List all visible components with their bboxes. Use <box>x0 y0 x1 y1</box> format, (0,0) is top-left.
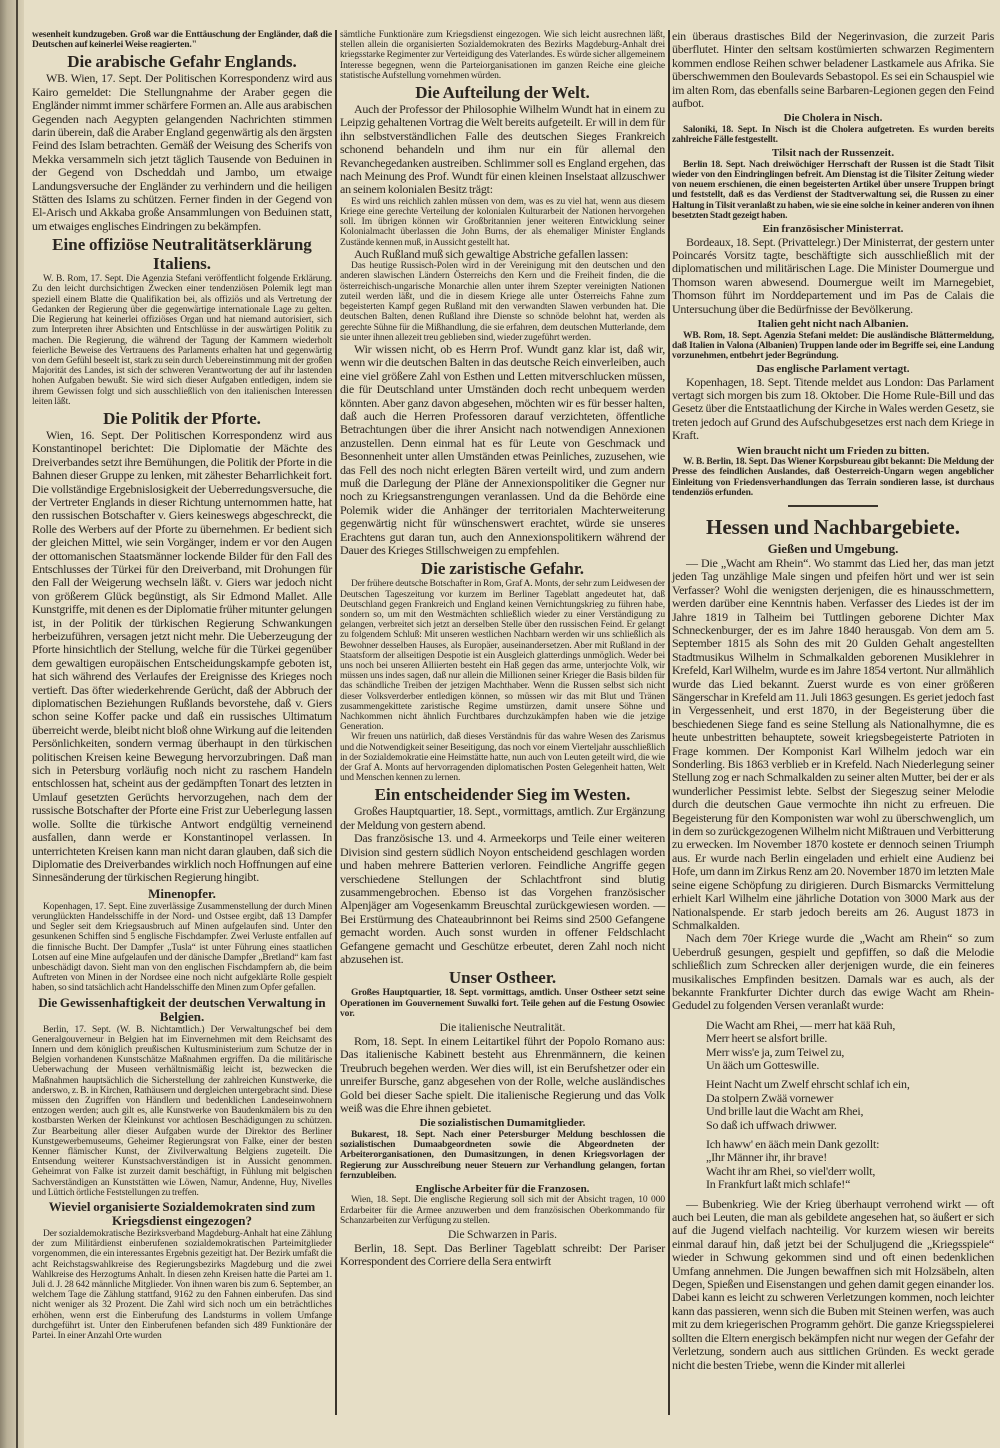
article-body: Wien, 16. Sept. Der Politischen Korrespondenz wird aus Konstantinopel berichtet: Die Diplomatie der Mächte des Dreiverbandes setzt ihre Bemühungen, die Politik der Pforte in die Bahnen dieser Gruppe zu lenken, mit zähester Beharrlichkeit fort. Die vollständige Ergebnislosigkeit der Ueberredungsversuche, die der Vertreter Englands in dieser Richtung unternommen hatte, hat den russischen Botschafter v. Giers keineswegs abgeschreckt, die Rolle des Werbers auf der Pforte zu übernehmen. Er bedient sich der gleichen Mittel, wie sein Vorgänger, indem er vor den Augen der ottomanischen Staatsmänner lockende Bilder für den Fall des Entschlusses der Türkei für den Dreiverband, mit Drohungen für den Fall der Weigerung wechseln läßt. v. Giers war jedoch nicht von größerem Glück begünstigt, als Sir Edmond Mallet. Alle Kunstgriffe, mit denen es der Diplomatie früher mitunter gelungen ist, in der Politik der türkischen Regierung Schwankungen herbeizuführen, versagen jetzt nicht mehr. Die Ueberzeugung der Pforte hinsichtlich der Stellung, welche für die Türkei gegenüber dem gewaltigen europäischen Entscheidungskampfe geboten ist, hat sich während des Verlaufes der Ereignisse des Krieges noch vertieft. Das öfter wiederkehrende Gerücht, daß der Abbruch der diplomatischen Beziehungen Rußlands bevorstehe, daß v. Giers schon seine Koffer packe und daß ein russisches Ultimatum überreicht werde, bleibt nicht bloß ohne Wirkung auf die leitenden Persönlichkeiten, sondern vermag überhaupt in den türkischen politischen Kreisen keine Bewegung hervorzubringen. Daß man sich in Petersburg vorläufig noch nicht zu raschem Handeln entschlossen hat, scheint aus der gedämpften Tonart des letzten in Umlauf gesetzten Gerüchts hervorzugehen, nach dem der russische Botschafter der Pforte eine Frist zur Ueberlegung lassen wolle. Sollte die türkische Antwort endgültig verneinend ausfallen, dann werde er Konstantinopel verlassen. In unterrichteten Kreisen kann man nicht daran glauben, daß sich die Diplomatie des Dreiverbandes wirklich noch Hoffnungen auf eine Sinnesänderung der türkischen Regierung hingibt. <box>32 427 332 885</box>
section-divider <box>788 505 878 507</box>
article-body: WB. Rom, 18. Sept. Agenzia Stefani meldet: Die ausländische Blättermeldung, daß Italien in Valona (Albanien) Truppen lande oder im Begriffe sei, eine Landung vorzunehmen, entbehrt jeder Begründung. <box>672 330 994 361</box>
subheadline: Die Cholera in Nisch. <box>783 112 883 125</box>
article-body: Wir wissen nicht, ob es Herrn Prof. Wundt ganz klar ist, daß wir, wenn wir die deutschen Balten in das deutsche Reich einverleiben, auch eine viel größere Zahl von Esthen und Letten mitverschlucken müssen, die für Deutschland unter Umständen doch recht unbequem werden könnten. Aber ganz davon abgesehen, möchten wir es für besser halten, daß auch die Herren Professoren darauf verzichteten, öffentliche Betrachtungen über die ihrer Ansicht nach notwendigen Annexionen anzustellen. Denn einmal hat es für Leute von Geschmack und Besonnenheit unter allen Umständen etwas Peinliches, zuzusehen, wie das Fell des noch nicht erlegten Bären verteilt wird, und zum andern muß die Darlegung der Pläne der Annexionspolitiker die Gegner nur noch zu Kriegsanstrengungen veranlassen. Und da die Behörde eine Polemik wider die Anhänger der territorialen Machterweiterung gegenwärtig nicht für wünschenswert erachtet, würde sie unseres Erachtens gut daran tun, auch den Annexionspolitikern während der Dauer des Krieges Stillschweigen zu empfehlen. <box>340 341 665 557</box>
article-body: Saloniki, 18. Sept. In Nisch ist die Cholera aufgetreten. Es wurden bereits zahlreiche Fälle festgestellt. <box>672 124 994 146</box>
article-body: Kopenhagen, 18. Sept. Titende meldet aus London: Das Parlament vertagt sich morgen bis zum 18. Oktober. Die Home Rule-Bill und das Gesetz über die Entstaatlichung der Kirche in Wales werden Gesetz, sie treten jedoch auf Grund des Aufschubgesetzes erst nach dem Kriege in Kraft. <box>672 374 994 443</box>
poem-line: So daß ich uffwach driwwer. <box>706 1117 837 1132</box>
article-body: Bordeaux, 18. Sept. (Privattelegr.) Der Ministerrat, der gestern unter Poincarés Vorsitz tagte, beschäftigte sich ausschließlich mit der diplomatischen und militärischen Lage. Die Minister Doumergue und Thomson waren abwesend. Doumergue weilt im Marnegebiet, Thomson führt im Norddepartement und im Pas de Calais die Untersuchung über die Bedürfnisse der Bevölkerung. <box>672 234 994 316</box>
article-body: — Die „Wacht am Rhein“. Wo stammt das Lied her, das man jetzt jeden Tag unzählige Male singen und pfeifen hört und wer ist sein Verfasser? Wohl die wenigsten derjenigen, die es hinausschmettern, werden darüber eine Kenntnis haben. Verfasser des Liedes ist der im Jahre 1819 in Talheim bei Tuttlingen geborene Dichter Max Schneckenburger, der es im Jahre 1840 herausgab. Von dem am 5. September 1815 als Sohn des mit 20 Gulden Gehalt angestellten Stadtmusikus Wilhelm in Schmalkalden geborenen Musiklehrer in Krefeld, Karl Wilhelm, wurde es im Jahre 1854 vertont. Nur allmählich wurde das Lied bekannt. Zuerst wurde es von einer größeren Sängerschar in Krefeld am 11. Juli 1863 gesungen. Es geriet jedoch fast in Vergessenheit, und erst 1870, in der Begeisterung über die beschiedenen Siege fand es seine Stellung als Nationalhymne, die es heute unbestritten behauptete, soweit kriegsbegeisterte Patrioten in Frage kommen. Der Komponist Karl Wilhelm jedoch war ein Sonderling. Bis 1863 verblieb er in Krefeld. Nach Niederlegung seiner Stellung zog er nach Schmalkalden zu seiner alten Mutter, bei der er als wunderlicher Pessimist lebte. Selbst der Siegeszug seiner Melodie durch die deutschen Gaue vermochte ihn nicht zu erfreuen. Die Begeisterung für den Komponisten war wohl zu überschwenglich, um in dem so zurückgezogenen Wilhelm nicht Mißtrauen und Verbitterung zu erwecken. Im November 1870 kostete er dennoch seinen Triumph aus. Er wurde nach Berlin eingeladen und erhielt eine Audienz bei Hofe, um dann im Zirkus Renz am 20. November 1870 im letzten Male seine eigene Schöpfung zu dirigieren. Durch Bismarcks Vermittelung erhielt Karl Wilhelm eine jährliche Dotation von 3000 Mark aus der Nationalspende. Er starb jedoch bereits am 26. August 1873 in Schmalkalden. <box>672 555 994 932</box>
poem-line: Heint Nacht um Zwelf ehrscht schlaf ich ein, <box>706 1077 910 1092</box>
headline: Ein entscheidender Sieg im Westen. <box>374 785 631 805</box>
section-title: Hessen und Nachbargebiete. <box>706 514 960 539</box>
article-body: W. B. Rom, 17. Sept. Die Agenzia Stefani veröffentlicht folgende Erklärung. Zu den leicht durchsichtigen Zwecken einer tendenziösen Polemik legt man speziell einem Blatte die Qualifikation bei, als offiziös und als Vertretung der Gedanken der Regierung über die gegenwärtige internationale Lage zu gelten. Die Regierung hat keinerlei offiziöses Organ und hat niemand autorisiert, sich zum Interpreten ihrer Absichten und Entschlüsse in der auswärtigen Politik zu machen. Die Regierung, die während der Tagung der Kammern wiederholt feierliche Beweise des Vertrauens des Parlaments erhalten hat und gegenwärtig von dem Gefühl beseelt ist, stark zu sein durch Uebereinstimmung mit der großen Majorität des Landes, ist sich der schweren Verantwortung der auf ihr lastenden hohen Aufgaben bewußt. Sie wird sich dieser Aufgaben entledigen, indem sie ihrem Gewissen folgt und sich ausschließlich von den italienischen Interessen leiten läßt. <box>32 274 332 407</box>
article-body: — Bubenkrieg. Wie der Krieg überhaupt verrohend wirkt — oft auch bei Leuten, die man als gebildete angesehen hat, so äußert er sich auf die Jugend vielfach nachteilig. Vor kurzem wiesen wir bereits einmal darauf hin, daß jetzt bei der Schuljugend die „Kriegsspiele“ wieder in Schwung gekommen sind und oft einen bedenklichen Umfang annehmen. Die Jungen bewaffnen sich mit Holzsäbeln, alten Degen, Spießen und Eisenstangen und gehen damit gegen einander los. Dabei kann es leicht zu schweren Verletzungen kommen, noch leichter kann das passieren, wenn sich die Buben mit Steinen werfen, was auch mit zu dem kriegerischen Programm gehört. Die ganze Kriegsspielerei sollten die Eltern energisch bekämpfen nicht nur wegen der Gefahr der Verletzung, sondern auch aus sittlichen Gründen. Es weckt gerade nicht die besten Triebe, wenn die Kinder mit allerlei <box>672 1196 994 1372</box>
headline: Die arabische Gefahr Englands. <box>67 52 297 72</box>
headline: Unser Ostheer. <box>448 968 557 988</box>
article-body: Großes Hauptquartier, 18. Sept. vormittags, amtlich. Unser Ostheer setzt seine Operationen im Gouvernement Suwalki fort. Teile gehen auf die Festung Osowiec vor. <box>340 988 665 1019</box>
article-body: Nach dem 70er Kriege wurde die „Wacht am Rhein“ so zum Ueberdruß gesungen, gespielt und gepfiffen, so daß die Melodie schließlich zum Schrecken aller derjenigen wurde, die ein feineres musikalisches Empfinden besitzen. Damals war es auch, als der bekannte Frankfurter Dichter durch das ewige Wacht am Rhein-Gedudel zu folgenden Versen veranlaßt wurde: <box>672 931 994 1013</box>
book-binding <box>0 0 24 1448</box>
subheadline: Die italienische Neutralität. <box>439 1021 566 1034</box>
article-body: Der sozialdemokratische Bezirksverband Magdeburg-Anhalt hat eine Zählung der zum Militärdienst einberufenen sozialdemokratischen Parteimitglieder vorgenommen, die ein interessantes Ergebnis gezeitigt hat. Der Bezirk umfaßt die acht Reichstagswahlkreise des Regierungsbezirks Magdeburg und die zwei Wahlkreise des Herzogtums Anhalt. In diesen zehn Kreisen hatte die Partei am 1. Juli d. J. 28 642 männliche Mitglieder. Von ihnen waren bis zum 6. September, an welchem Tage die Zählung stattfand, 9162 zu den Fahnen einberufen. Das sind nicht weniger als 32 Prozent. Die Zahl wird sich noch um ein beträchtliches erhöhen, wenn erst die Einberufung des Landsturms in vollem Umfange durchgeführt ist. Unter den Einberufenen befanden sich 489 Funktionäre der Partei. In einer Anzahl Orte wurden <box>32 1229 332 1342</box>
headline: Eine offiziöse Neutralitätserklärung Italiens. <box>52 235 312 274</box>
article-body: Kopenhagen, 17. Sept. Eine zuverlässige Zusammenstellung der durch Minen verunglückten Handelsschiffe in der Nord- und Ostsee ergibt, daß 13 Dampfer und Segler seit dem Kriegsausbruch auf Minen aufgelaufen sind. Unter den gesunkenen Schiffen sind 5 englische Fischdampfer. Zwei Verluste entfallen auf die finnische Bucht. Der Dampfer „Tusla“ ist unter Führung eines staatlichen Lotsen auf eine Mine aufgelaufen und der dänische Dampfer „Bretland“ kam fast unbeschädigt davon. Sieht man von den englischen Fischdampfern ab, die beim Auftreten von Minen in der Nordsee eine noch nicht aufgeklärte Rolle gespielt haben, so sind tatsächlich acht Handelsschiffe den Minen zum Opfer gefallen. <box>32 901 332 994</box>
headline: Die Aufteilung der Welt. <box>415 83 590 103</box>
poem-line: Merr heert se alsfort brille. <box>706 1031 828 1046</box>
subheadline: Ein französischer Ministerrat. <box>762 223 904 236</box>
headline: Die zaristische Gefahr. <box>420 559 585 579</box>
headline: Die Gewissenhaftigkeit der deutschen Verwaltung in Belgien. <box>38 994 326 1024</box>
column-1 <box>32 30 332 1341</box>
poem-line: In Frankfurt laßt mich schlafe!“ <box>706 1177 851 1192</box>
article-body: Wien, 18. Sept. Die englische Regierung soll sich mit der Absicht tragen, 10 000 Erdarbeiter für die Armee anzuwerben und dem französischen Oberkommando für Schanzarbeiten zur Verfügung zu stellen. <box>340 1195 665 1226</box>
headline: Minenopfer. <box>148 885 216 901</box>
headline: Die Politik der Pforte. <box>103 408 261 428</box>
subheadline: Die Schwarzen in Paris. <box>448 1229 557 1242</box>
article-body: Berlin, 18. Sept. Das Berliner Tageblatt schreibt: Der Pariser Korrespondent des Corriere della Sera entwirft <box>340 1241 665 1269</box>
article-body: Bukarest, 18. Sept. Nach einer Petersburger Meldung beschlossen die sozialistischen Dumaabgeordneten sowie die Abgeordneten der Arbeiterorganisationen, den Dumasitzungen, in denen Kriegsvorlagen der Regierung zur Ausschreibung neuer Steuern zur Verhandlung gelangen, fortan fernzubleiben. <box>340 1129 665 1181</box>
column-rule <box>668 30 670 1415</box>
poem-line: Und brille laut die Wacht am Rhei, <box>706 1104 864 1119</box>
poem-line: Wacht ihr am Rhei, so viel'derr wollt, <box>706 1163 876 1178</box>
subheadline: Englische Arbeiter für die Franzosen. <box>415 1182 590 1195</box>
headline: Wieviel organisierte Sozialdemokraten sind zum Kriegsdienst eingezogen? <box>48 1199 316 1229</box>
article-body: Wir freuen uns natürlich, daß dieses Verständnis für das wahre Wesen des Zarismus und die Notwendigkeit seiner Beseitigung, das noch vor einem Vierteljahr ausschließlich in der Sozialdemokratie eine Heimstätte hatte, nun auch von Leuten geteilt wird, die wie der Graf A. Monts auf hervorragenden diplomatischen Posten Gelegenheit hatten, Welt und Menschen kennen zu lernen. <box>340 732 665 784</box>
article-body: Großes Hauptquartier, 18. Sept., vormittags, amtlich. Zur Ergänzung der Meldung von gestern abend. <box>340 804 665 832</box>
article-body: Auch der Professor der Philosophie Wilhelm Wundt hat in einem zu Leipzig gehaltenen Vortrag die Welt bereits aufgeteilt. Er will in dem für ihn selbstverständlichen Falle des deutschen Sieges Frankreich schonend behandeln und ihm nur ein für allemal den Revanchegedanken austreiben. Schlimmer soll es England ergehen, das nach Meinung des Prof. Wundt für einen kleinen Inselstaat allzuschwer an seinem kolonialen Besitz trägt: <box>340 102 665 197</box>
column-rule <box>335 30 337 1415</box>
article-body: Das französische 13. und 4. Armeekorps und Teile einer weiteren Division sind gestern südlich Noyon entscheidend geschlagen worden und haben mehrere Batterien verloren. Feindliche Angriffe gegen verschiedene Stellungen der Schlachtfront sind blutig zusammengebrochen. Ebenso ist das Vorgehen französischer Alpenjäger am Vogesenkamm Breuschtal zurückgewiesen worden. — Bei Erstürmung des Chateaubrinnont bei Reims sind 2500 Gefangene gemacht worden. Auch sonst wurden in offener Feldschlacht Gefangene gemacht und Geschütze erbeutet, deren Zahl noch nicht abzusehen ist. <box>340 831 665 966</box>
poem-line: Ich haww' en ääch mein Dank gezollt: <box>706 1137 880 1152</box>
article-body: W. B. Berlin, 18. Sept. Das Wiener Korpsbureau gibt bekannt: Die Meldung der Presse des feindlichen Auslandes, daß Oesterreich-Ungarn wegen angeblicher Einleitung von Friedensverhandlungen das Terrain sondieren lasse, ist durchaus tendenziös erfunden. <box>672 457 994 498</box>
subheadline: Italien geht nicht nach Albanien. <box>757 318 909 330</box>
poem-line: Un ääch um Gotteswille. <box>706 1057 820 1072</box>
article-body: Der frühere deutsche Botschafter in Rom, Graf A. Monts, der sehr zum Leidwesen der Deutschen Tageszeitung vor kurzem im Berliner Tageblatt angedeutet hat, daß Deutschland gegen Frankreich und England keinen Vernichtungskrieg zu führen habe, sondern so, um mit den Westmächten schließlich wieder zu einer Verständigung zu gelangen, verbreitet sich jetzt an derselben Stelle über den russischen Feind. Er gelangt zu folgendem Schluß: Mit unseren westlichen Nachbarn werden wir uns schließlich als Bewohner desselben Hauses, als Europäer, auseinandersetzen. Aber mit Rußland in der Staatsform der allseitigen Despotie ist ein Ausgleich glatterdings unmöglich. Weder bei uns noch bei unseren Alliierten besteht ein Haß gegen das arme, unterjochte Volk, wir müssen uns indes sagen, daß nur allein die Millionen seiner Krieger die Basis bilden für das schändliche Treiben der jetzigen Machthaber. Wenn die Russen selbst sich nicht dieser Volksverderber entledigen können, so müssen wir das mit Blut und Tränen zusammengekittete zaristische Regime umstürzen, damit unsere Söhne und Nachkommen nicht ähnlich Furchtbares durchzukämpfen haben wie die jetzige Generation. <box>340 579 665 733</box>
article-body: Auch Rußland muß sich gewaltige Abstriche gefallen lassen: <box>354 246 629 261</box>
column-2 <box>340 30 665 1269</box>
article-body: Berlin 18. Sept. Nach dreiwöchiger Herrschaft der Russen ist die Stadt Tilsit wieder von den Eindringlingen befreit. Am Dienstag ist die Tilsiter Zeitung wieder von neuem erschienen, die einen begeisterten Artikel über unsere Truppen bringt und feststellt, daß es das Verdienst der Stadtverwaltung sei, die Russen zu einer Haltung in Tilsit veranlaßt zu haben, wie sie eine solche in keiner anderen von ihnen besetzten Stadt gezeigt haben. <box>672 159 994 221</box>
article-continuation: ein überaus drastisches Bild der Negerinvasion, die zurzeit Paris überflutet. Hinter den seltsam kostümierten schwarzen Regimentern kommen endlose Reihen schwer beladener Lastkamele aus Afrika. Sie überschwemmen den Boulevards Sebastopol. Es sei ein Schauspiel wie im alten Rom, das ebenfalls seine Barbaren-Legionen gegen den Feind aufbot. <box>672 29 994 111</box>
article-body: Berlin, 17. Sept. (W. B. Nichtamtlich.) Der Verwaltungschef bei dem Generalgouverneur in Belgien hat im Einvernehmen mit dem Reichsamt des Innern und dem königlich preußischen Kultusministerium zum Schutze der in Belgien vorhandenen Kunstschätze Maßnahmen ergriffen. Da die militärische Ueberwachung der Museen verhältnismäßig leicht ist, bezwecken die Maßnahmen hauptsächlich die Sicherstellung der zahlreichen Kunstwerke, die anderswo, z. B. in Kirchen, Rathäusern und dergleichen untergebracht sind. Diese müssen den Zugriffen von Händlern und bedenklichen Landeseinwohnern entzogen werden; auch gilt es, alle Kunstwerke von Baudenkmälern bis zu den kostbarsten Werken der Kleinkunst vor achtlosen Beschädigungen zu schützen. Zur Bearbeitung aller dieser Aufgaben wurde der Direktor des Berliner Kunstgewerbemuseums, Geheimer Regierungsrat von Falke, einer der besten Kenner flämischer Kunst, der Zivilverwaltung Belgiens zugeteilt. Die Entsendung weiterer Kunstsachverständigen ist in Aussicht genommen. Geheimrat von Falke ist zurzeit damit beschäftigt, in Fühlung mit belgischen Sachverständigen an Kunststätten wie Löwen, Namur, Andenne, Huy, Nivelles und Lüttich örtliche Feststellungen zu treffen. <box>32 1024 332 1198</box>
poem-line: Die Wacht am Rhei, — merr hat kää Ruh, <box>706 1017 896 1032</box>
quotation: Das heutige Russisch-Polen wird in der Vereinigung mit den deutschen und den anderen slawischen Ländern Österreichs den Kern und die Freiheit finden, die die österreichisch-ungarische Monarchie allen unter ihrem Szepter vereinigten Nationen zuteil werden läßt, und die in diesem Kriege alle unter Österreichs Fahne zum begeisterten Kampf gegen Rußland mit den verwandten Slawen verbunden hat. Die deutschen Balten, denen Rußland ihre Dienste so schnöde belohnt hat, werden als gerechte Sühne für die Mißhandlung, die sie erfahren, dem deutschen Mutterlande, dem sie unter ihnen allezeit treu geblieben sind, wieder zugeführt werden. <box>340 261 665 343</box>
subheadline: Wien braucht nicht um Frieden zu bitten. <box>736 444 930 457</box>
article-continuation: sämtliche Funktionäre zum Kriegsdienst eingezogen. Wie sich leicht ausrechnen läßt, stellen allein die organisierten Sozialdemokraten des Bezirks Magdeburg-Anhalt drei kriegsstarke Regimenter zur Verteidigung des Vaterlandes. Es würde sicher allgemeinem Interesse begegnen, wenn die Parteiorganisationen im ganzen Reiche eine gleiche statistische Aufstellung vornehmen würden. <box>340 30 665 81</box>
section-subtitle: Gießen und Umgebung. <box>767 540 899 556</box>
subheadline: Das englische Parlament vertagt. <box>756 363 910 376</box>
article-body: Rom, 18. Sept. In einem Leitartikel führt der Popolo Romano aus: Das italienische Kabinett besteht aus Ehrenmännern, die keinen Treubruch begehen werden. Wer dies will, ist ein Berufshetzer oder ein unreifer Bursche, ganz abgesehen von der Rolle, welche ausländisches Gold bei dieser Sache spielt. Die italienische Regierung und das Volk weiß was die Ehre ihnen gebietet. <box>340 1033 665 1115</box>
poem-line: Da stolpern Zwää vornewer <box>706 1090 834 1105</box>
column-3 <box>672 30 994 1372</box>
article-body: WB. Wien, 17. Sept. Der Politischen Korrespondenz wird aus Kairo gemeldet: Die Stellungnahme der Araber gegen die Engländer nimmt immer schärfere Formen an. Alle aus arabischen Gegenden nach Aegypten gelangenden Nachrichten stimmen darin überein, daß die Araber England gegenwärtig als den ärgsten Feind des Islam betrachten. Gemäß der Weisung des Scherifs von Mekka versammeln sich jetzt täglich Tausende von Beduinen in der Gegend von Dscheddah und Jambo, um etwaige Landungsversuche der Engländer zu verhindern und die heiligen Stätten des Islams zu schützen. Ferner finden in der Gegend von El-Arisch und Akkaba große Ansammlungen von Beduinen statt, um etwaiges englisches Eindringen zu bekämpfen. <box>32 71 332 233</box>
subheadline: Tilsit nach der Russenzeit. <box>771 147 895 160</box>
poem-line: Merr wiss'e ja, zum Teiwel zu, <box>706 1044 845 1059</box>
subheadline: Die sozialistischen Dumamitglieder. <box>419 1117 586 1130</box>
poem <box>672 1013 994 1198</box>
quotation: Es wird uns reichlich zahlen müssen von dem, was es zu viel hat, wenn aus diesem Kriege eine gerechte Verteilung der kolonialen Kulturarbeit der Nationen hervorgehen soll. Im übrigen können wir Großbritannien jener weiteren Entwicklung seiner Kolonialmacht überlassen die John Burns, der als ehemaliger Minister Englands Zustände kennen muß, in Aussicht gestellt hat. <box>340 196 665 248</box>
poem-line: „Ihr Männer ihr, ihr brave! <box>706 1150 828 1165</box>
article-continuation: wesenheit kundzugeben. Groß war die Enttäuschung der Engländer, daß die Deutschen auf keinerlei Weise reagierten." <box>32 30 332 51</box>
